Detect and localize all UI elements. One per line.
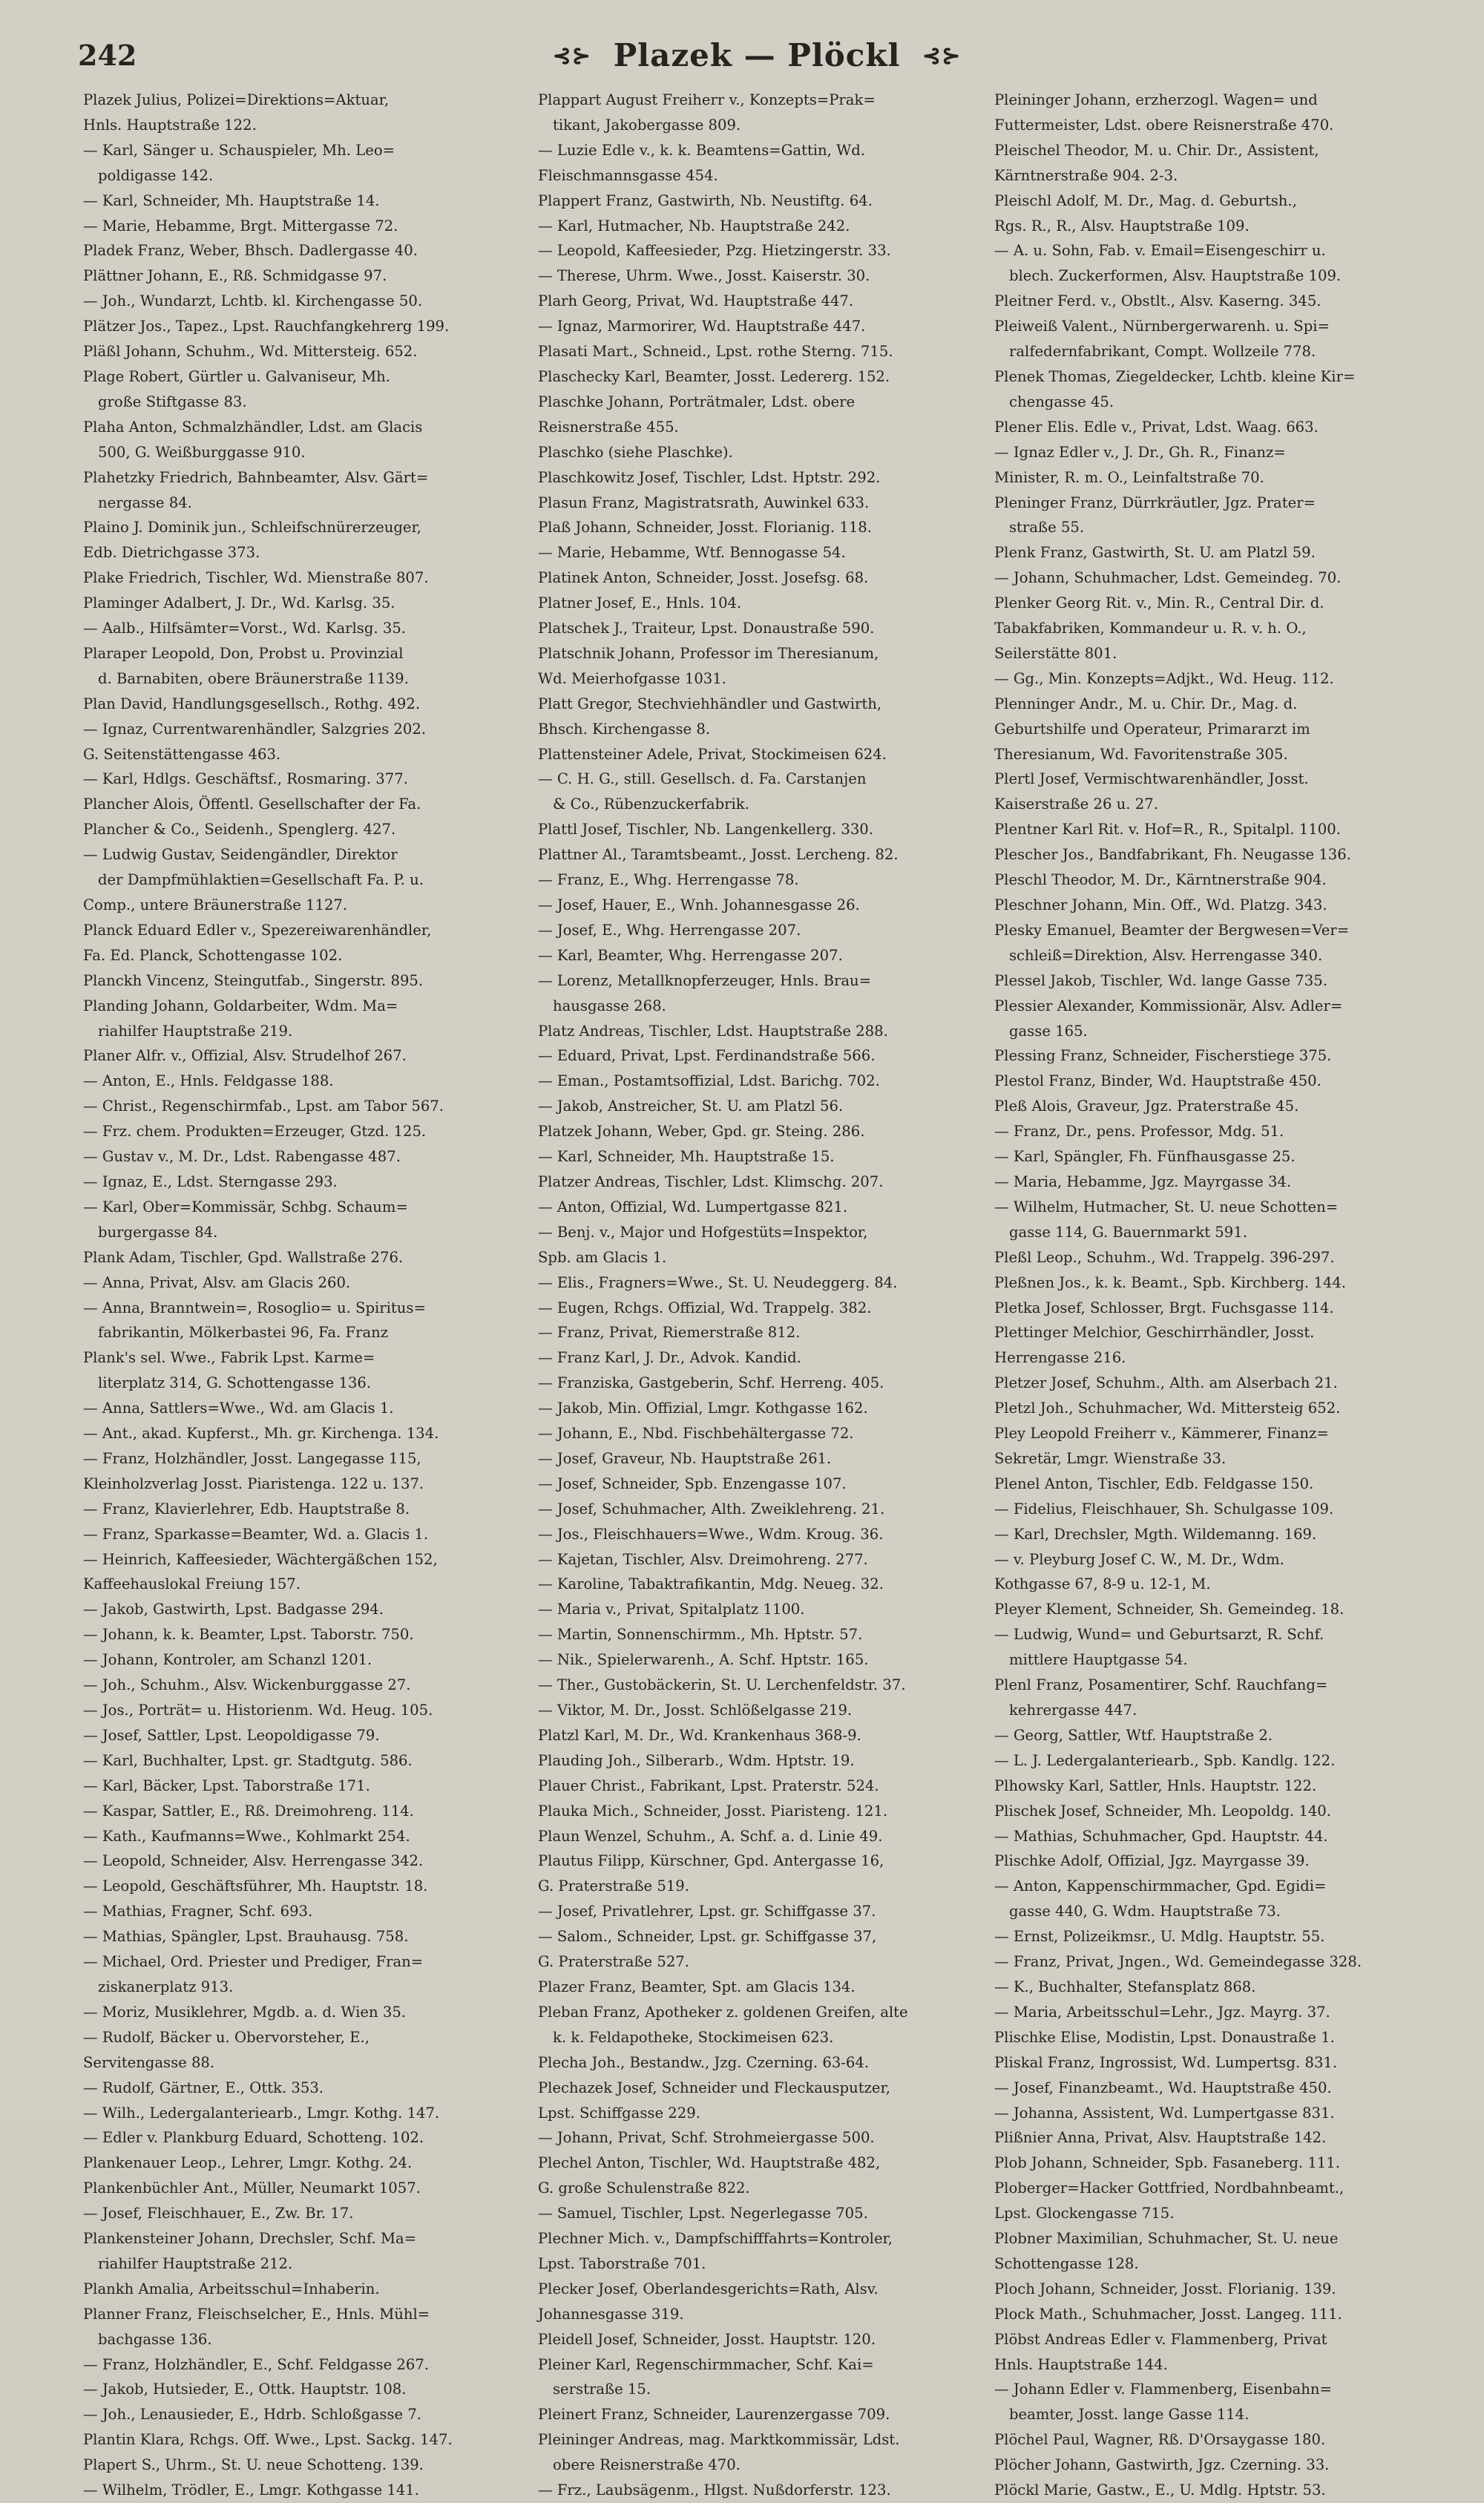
running-title — [78, 37, 1436, 73]
entry-line: — Wilhelm, Trödler, E., Lmgr. Kothgasse 141. — [83, 2481, 419, 2499]
entry-line: — Ignaz Edler v., J. Dr., Gh. R., Finanz= — [994, 443, 1286, 461]
entry-line: — Josef, Finanzbeamt., Wd. Hauptstraße 450. — [994, 2079, 1332, 2096]
entry-line: Platzer Andreas, Tischler, Ldst. Klimschg. 207. — [538, 1172, 884, 1190]
entry-line: Plankenauer Leop., Lehrer, Lmgr. Kothg. 24. — [83, 2154, 413, 2172]
entry-line: riahilfer Hauptstraße 212. — [98, 2254, 293, 2272]
entry-line: Reisnerstraße 455. — [538, 418, 679, 436]
entry-line: Pleiner Karl, Regenschirmmacher, Schf. Kai= — [538, 2355, 874, 2373]
entry-line: Plecha Joh., Bestandw., Jzg. Czerning. 63-64. — [538, 2053, 870, 2071]
entry-line: — Elis., Fragners=Wwe., St. U. Neudeggerg. 84. — [538, 1273, 898, 1291]
entry-line: Plan David, Handlungsgesellsch., Rothg. 492. — [83, 695, 421, 712]
entry-line: — Maria, Arbeitsschul=Lehr., Jgz. Mayrg. 37. — [994, 2003, 1330, 2021]
entry-line: — Ignaz, E., Ldst. Sterngasse 293. — [83, 1172, 338, 1190]
running-title-text: Plazek — Plöckl — [613, 37, 901, 73]
entry-line: — Rudolf, Bäcker u. Obervorsteher, E., — [83, 2028, 370, 2046]
entry-line: Plischek Josef, Schneider, Mh. Leopoldg. 140. — [994, 1802, 1331, 1820]
entry-line: Plapert S., Uhrm., St. U. neue Schotteng. 139. — [83, 2456, 424, 2474]
entry-line: Plauer Christ., Fabrikant, Lpst. Praterstr. 524. — [538, 1777, 879, 1794]
ornament-left-icon: ⊰⊱ — [552, 43, 591, 69]
entry-line: — Karl, Schneider, Mh. Hauptstraße 14. — [83, 191, 380, 209]
entry-line: bachgasse 136. — [98, 2330, 212, 2348]
entry-line: fabrikantin, Mölkerbastei 96, Fa. Franz — [98, 1324, 389, 1342]
entry-line: k. k. Feldapotheke, Stockimeisen 623. — [553, 2028, 834, 2046]
entry-line: Pleyer Klement, Schneider, Sh. Gemeindeg. 18. — [994, 1601, 1345, 1618]
entry-line: literplatz 314, G. Schottengasse 136. — [98, 1374, 372, 1392]
entry-line: — Jakob, Anstreicher, St. U. am Platzl 56. — [538, 1098, 844, 1115]
entry-line: Planner Franz, Fleischselcher, E., Hnls. Mühl= — [83, 2305, 430, 2323]
entry-line: Plaminger Adalbert, J. Dr., Wd. Karlsg. 35. — [83, 594, 395, 612]
entry-line: Platt Gregor, Stechviehhändler und Gastwirth, — [538, 695, 882, 712]
entry-line: — Frz., Laubsägenm., Hlgst. Nußdorferstr. 123. — [538, 2481, 891, 2499]
entry-line: — Ernst, Polizeikmsr., U. Mdlg. Hauptstr. 55. — [994, 1928, 1325, 1946]
entry-line: Plage Robert, Gürtler u. Galvaniseur, Mh. — [83, 367, 391, 385]
entry-line: G. Praterstraße 527. — [538, 1953, 689, 1971]
entry-line: Plock Math., Schuhmacher, Josst. Langeg. 111. — [994, 2305, 1342, 2323]
entry-line: Pletzl Joh., Schuhmacher, Wd. Mittersteig 652. — [994, 1400, 1341, 1417]
entry-line: Plenk Franz, Gastwirth, St. U. am Platzl 59. — [994, 544, 1316, 562]
column-3 — [994, 88, 1414, 2499]
entry-line: — Heinrich, Kaffeesieder, Wächtergäßchen 152, — [83, 1550, 438, 1568]
entry-line: Pletka Josef, Schlosser, Brgt. Fuchsgasse 114. — [994, 1299, 1334, 1316]
entry-line: Plappert Franz, Gastwirth, Nb. Neustiftg. 64. — [538, 191, 873, 209]
entry-line: Pleidell Josef, Schneider, Josst. Hauptstr. 120. — [538, 2330, 876, 2348]
entry-line: — Samuel, Tischler, Lpst. Negerlegasse 705. — [538, 2205, 868, 2222]
entry-line: — Moriz, Musiklehrer, Mgdb. a. d. Wien 35. — [83, 2003, 407, 2021]
entry-line: große Stiftgasse 83. — [98, 393, 247, 410]
entry-line: Pleßnen Jos., k. k. Beamt., Spb. Kirchberg. 144. — [994, 1273, 1347, 1291]
entry-line: Plaschke Johann, Porträtmaler, Ldst. obere — [538, 393, 856, 410]
entry-line: Plenker Georg Rit. v., Min. R., Central Dir. d. — [994, 594, 1324, 612]
entry-line: Kleinholzverlag Josst. Piaristenga. 122 u. 137. — [83, 1474, 424, 1492]
entry-line: Plener Elis. Edle v., Privat, Ldst. Waag. 663. — [994, 418, 1319, 436]
entry-line: 500, G. Weißburggasse 910. — [98, 443, 306, 461]
entry-line: Plattensteiner Adele, Privat, Stockimeisen 624. — [538, 745, 887, 763]
entry-line: — Kaspar, Sattler, E., Rß. Dreimohreng. 114. — [83, 1802, 414, 1820]
entry-line: Pleschl Theodor, M. Dr., Kärntnerstraße 904. — [994, 871, 1327, 889]
entry-line: — L. J. Ledergalanteriearb., Spb. Kandlg. 122. — [994, 1751, 1336, 1769]
entry-line: nergasse 84. — [98, 493, 192, 511]
entry-line: — Anna, Sattlers=Wwe., Wd. am Glacis 1. — [83, 1400, 394, 1417]
entry-line: Pley Leopold Freiherr v., Kämmerer, Finanz= — [994, 1425, 1329, 1443]
entry-line: — Johann Edler v. Flammenberg, Eisenbahn= — [994, 2381, 1332, 2398]
entry-line: Plahetzky Friedrich, Bahnbeamter, Alsv. Gärt= — [83, 468, 429, 486]
entry-line: — Luzie Edle v., k. k. Beamtens=Gattin, Wd. — [538, 141, 866, 159]
entry-line: — Lorenz, Metallknopferzeuger, Hnls. Brau= — [538, 971, 872, 989]
entry-line: Plätzer Jos., Tapez., Lpst. Rauchfangkehrerg 199. — [83, 318, 450, 335]
page-header — [78, 31, 1436, 83]
entry-line: Plöchel Paul, Wagner, Rß. D'Orsaygasse 180. — [994, 2431, 1326, 2449]
entry-line: Planer Alfr. v., Offizial, Alsv. Strudelhof 267. — [83, 1047, 407, 1065]
entry-line: — Joh., Schuhm., Alsv. Wickenburggasse 27. — [83, 1676, 411, 1694]
entry-line: Pleischl Adolf, M. Dr., Mag. d. Geburtsh., — [994, 191, 1297, 209]
entry-line: Kaiserstraße 26 u. 27. — [994, 795, 1158, 813]
entry-line: — K., Buchhalter, Stefansplatz 868. — [994, 1978, 1256, 1995]
entry-line: — Franz, Sparkasse=Beamter, Wd. a. Glacis 1. — [83, 1525, 429, 1543]
entry-line: kehrergasse 447. — [1009, 1702, 1137, 1719]
entry-line: — Edler v. Plankburg Eduard, Schotteng. 102. — [83, 2129, 424, 2147]
entry-line: Plescher Jos., Bandfabrikant, Fh. Neugasse 136. — [994, 846, 1351, 864]
entry-line: Pleninger Franz, Dürrkräutler, Jgz. Prater= — [994, 493, 1316, 511]
entry-line: — Leopold, Schneider, Alsv. Herrengasse 342. — [83, 1852, 424, 1870]
entry-line: — Karl, Hutmacher, Nb. Hauptstraße 242. — [538, 217, 850, 234]
entry-line: — Joh., Wundarzt, Lchtb. kl. Kirchengasse 50. — [83, 292, 423, 310]
entry-line: Pleban Franz, Apotheker z. goldenen Greifen, alte — [538, 2003, 908, 2021]
entry-line: — Karl, Ober=Kommissär, Schbg. Schaum= — [83, 1198, 408, 1216]
entry-line: — Franz, Klavierlehrer, Edb. Hauptstraße 8. — [83, 1500, 410, 1518]
entry-line: Servitengasse 88. — [83, 2053, 215, 2071]
entry-line: — Martin, Sonnenschirmm., Mh. Hptstr. 57. — [538, 1626, 863, 1644]
entry-line: Plechazek Josef, Schneider und Fleckausputzer, — [538, 2079, 890, 2096]
entry-line: Plattner Al., Taramtsbeamt., Josst. Lercheng. 82. — [538, 846, 899, 864]
entry-line: Plazer Franz, Beamter, Spt. am Glacis 134. — [538, 1978, 856, 1995]
entry-line: Plenek Thomas, Ziegeldecker, Lchtb. kleine Kir= — [994, 367, 1356, 385]
entry-line: Plauding Joh., Silberarb., Wdm. Hptstr. 19. — [538, 1751, 855, 1769]
entry-line: — Mathias, Fragner, Schf. 693. — [83, 1903, 313, 1920]
entry-line: Plaun Wenzel, Schuhm., A. Schf. a. d. Linie 49. — [538, 1827, 883, 1845]
entry-line: Pletzer Josef, Schuhm., Alth. am Alserbach 21. — [994, 1374, 1338, 1392]
entry-line: Plertl Josef, Vermischtwarenhändler, Josst. — [994, 770, 1309, 788]
entry-line: Ploberger=Hacker Gottfried, Nordbahnbeamt., — [994, 2179, 1345, 2197]
entry-line: Plaschecky Karl, Beamter, Josst. Ledererg. 152. — [538, 367, 890, 385]
entry-line: blech. Zuckerformen, Alsv. Hauptstraße 109. — [1009, 267, 1342, 285]
entry-line: — Eman., Postamtsoffizial, Ldst. Barichg. 702. — [538, 1072, 880, 1090]
entry-line: — A. u. Sohn, Fab. v. Email=Eisengeschirr u. — [994, 242, 1326, 260]
entry-line: Plattl Josef, Tischler, Nb. Langenkellerg. 330. — [538, 821, 874, 839]
entry-line: Platz Andreas, Tischler, Ldst. Hauptstraße 288. — [538, 1022, 888, 1040]
entry-line: — Josef, Schneider, Spb. Enzengasse 107. — [538, 1474, 847, 1492]
entry-line: chengasse 45. — [1009, 393, 1114, 410]
entry-line: — Wilhelm, Hutmacher, St. U. neue Schotten= — [994, 1198, 1339, 1216]
entry-line: — Marie, Hebamme, Brgt. Mittergasse 72. — [83, 217, 398, 234]
entry-line: — Karl, Beamter, Whg. Herrengasse 207. — [538, 946, 843, 964]
entry-line: Plischke Adolf, Offizial, Jgz. Mayrgasse 39. — [994, 1852, 1310, 1870]
entry-line: Bhsch. Kirchengasse 8. — [538, 720, 711, 738]
entry-line: Planckh Vincenz, Steingutfab., Singerstr. 895. — [83, 971, 424, 989]
entry-line: d. Barnabiten, obere Bräunerstraße 1139. — [98, 669, 409, 687]
entry-line: Plancher Alois, Öffentl. Gesellschafter der Fa. — [83, 795, 421, 813]
entry-line: Plöbst Andreas Edler v. Flammenberg, Privat — [994, 2330, 1327, 2348]
entry-line: — Ignaz, Marmorirer, Wd. Hauptstraße 447. — [538, 318, 866, 335]
entry-line: Fa. Ed. Planck, Schottengasse 102. — [83, 946, 343, 964]
entry-line: — Josef, Sattler, Lpst. Leopoldigasse 79. — [83, 1726, 380, 1744]
entry-line: — Kath., Kaufmanns=Wwe., Kohlmarkt 254. — [83, 1827, 410, 1845]
entry-line: Plenl Franz, Posamentirer, Schf. Rauchfang= — [994, 1676, 1328, 1694]
entry-line: gasse 165. — [1009, 1022, 1088, 1040]
entry-line: Kärntnerstraße 904. 2-3. — [994, 166, 1178, 184]
entry-line: — Marie, Hebamme, Wtf. Bennogasse 54. — [538, 544, 846, 562]
entry-line: G. Seitenstättengasse 463. — [83, 745, 281, 763]
entry-line: — Nik., Spielerwarenh., A. Schf. Hptstr. 165. — [538, 1651, 869, 1669]
entry-line: Plautus Filipp, Kürschner, Gpd. Antergasse 16, — [538, 1852, 884, 1870]
entry-line: — Joh., Lenausieder, E., Hdrb. Schloßgasse 7. — [83, 2406, 422, 2424]
entry-line: Sekretär, Lmgr. Wienstraße 33. — [994, 1449, 1227, 1467]
entry-line: — Mathias, Schuhmacher, Gpd. Hauptstr. 44. — [994, 1827, 1328, 1845]
entry-line: Plankenbüchler Ant., Müller, Neumarkt 1057. — [83, 2179, 421, 2197]
entry-line: Plentner Karl Rit. v. Hof=R., R., Spitalpl. 1100. — [994, 821, 1341, 839]
entry-line: Minister, R. m. O., Leinfaltstraße 70. — [994, 468, 1264, 486]
entry-line: Pliskal Franz, Ingrossist, Wd. Lumpertsg. 831. — [994, 2053, 1338, 2071]
entry-line: — Franz, Privat, Riemerstraße 812. — [538, 1324, 801, 1342]
entry-line: Plettinger Melchior, Geschirrhändler, Josst. — [994, 1324, 1315, 1342]
entry-line: — Anna, Privat, Alsv. am Glacis 260. — [83, 1273, 351, 1291]
entry-line: — Eduard, Privat, Lpst. Ferdinandstraße 566. — [538, 1047, 876, 1065]
entry-line: poldigasse 142. — [98, 166, 214, 184]
entry-line: Pleß Alois, Graveur, Jgz. Praterstraße 45. — [994, 1098, 1299, 1115]
entry-line: Plessing Franz, Schneider, Fischerstiege 375. — [994, 1047, 1332, 1065]
entry-line: — Josef, E., Whg. Herrengasse 207. — [538, 921, 801, 939]
entry-line: Plechel Anton, Tischler, Wd. Hauptstraße 482, — [538, 2154, 881, 2172]
entry-line: — Gg., Min. Konzepts=Adjkt., Wd. Heug. 112. — [994, 669, 1334, 687]
entry-line: ziskanerplatz 913. — [98, 1978, 234, 1995]
entry-line: straße 55. — [1009, 519, 1085, 537]
entry-line: — Therese, Uhrm. Wwe., Josst. Kaiserstr. 30. — [538, 267, 870, 285]
entry-line: — Jakob, Min. Offizial, Lmgr. Kothgasse 162. — [538, 1400, 868, 1417]
entry-line: tikant, Jakobergasse 809. — [553, 116, 741, 134]
entry-line: Plischke Elise, Modistin, Lpst. Donaustraße 1. — [994, 2028, 1335, 2046]
entry-line: schleiß=Direktion, Alsv. Herrengasse 340. — [1009, 946, 1323, 964]
entry-line: — Ant., akad. Kupferst., Mh. gr. Kirchenga. 134. — [83, 1425, 439, 1443]
entry-line: — Anton, E., Hnls. Feldgasse 188. — [83, 1072, 334, 1090]
entry-line: Planck Eduard Edler v., Spezereiwarenhändler, — [83, 921, 432, 939]
entry-line: — Fidelius, Fleischhauer, Sh. Schulgasse 109. — [994, 1500, 1334, 1518]
entry-line: Plancher & Co., Seidenh., Spenglerg. 427. — [83, 821, 396, 839]
entry-line: — Josef, Privatlehrer, Lpst. gr. Schiffgasse 37. — [538, 1903, 876, 1920]
entry-line: Lpst. Schiffgasse 229. — [538, 2104, 700, 2122]
entry-line: Lpst. Taborstraße 701. — [538, 2254, 706, 2272]
entry-line: Plazek Julius, Polizei=Direktions=Aktuar, — [83, 91, 390, 108]
entry-line: Plesky Emanuel, Beamter der Bergwesen=Ver= — [994, 921, 1350, 939]
entry-line: Plankensteiner Johann, Drechsler, Schf. Ma= — [83, 2230, 417, 2248]
entry-line: — Franz, Holzhändler, E., Schf. Feldgasse 267. — [83, 2355, 430, 2373]
entry-line: Plappart August Freiherr v., Konzepts=Prak= — [538, 91, 876, 108]
entry-line: Plöckl Marie, Gastw., E., U. Mdlg. Hptstr. 53. — [994, 2481, 1326, 2499]
entry-line: — Jakob, Hutsieder, E., Ottk. Hauptstr. 108. — [83, 2381, 407, 2398]
entry-line: Spb. am Glacis 1. — [538, 1248, 667, 1266]
entry-line: — Kajetan, Tischler, Alsv. Dreimohreng. 277. — [538, 1550, 868, 1568]
entry-line: — Viktor, M. Dr., Josst. Schlößelgasse 219. — [538, 1702, 853, 1719]
entry-line: Platschnik Johann, Professor im Theresianum, — [538, 644, 879, 662]
entry-line: & Co., Rübenzuckerfabrik. — [553, 795, 749, 813]
entry-line: Plantin Klara, Rchgs. Off. Wwe., Lpst. Sackg. 147. — [83, 2431, 453, 2449]
page-number: 242 — [78, 39, 137, 72]
entry-line: — Leopold, Geschäftsführer, Mh. Hauptstr. 18. — [83, 1877, 428, 1895]
entry-line: — Jos., Fleischhauers=Wwe., Wdm. Kroug. 36. — [538, 1525, 884, 1543]
entry-line: Plaraper Leopold, Don, Probst u. Provinzial — [83, 644, 404, 662]
entry-line: Seilerstätte 801. — [994, 644, 1117, 662]
entry-line: — Benj. v., Major und Hofgestüts=Inspektor, — [538, 1223, 868, 1241]
entry-line: Schottengasse 128. — [994, 2254, 1139, 2272]
entry-line: — Maria v., Privat, Spitalplatz 1100. — [538, 1601, 805, 1618]
entry-line: Planding Johann, Goldarbeiter, Wdm. Ma= — [83, 997, 398, 1014]
entry-line: Plake Friedrich, Tischler, Wd. Mienstraße 807. — [83, 569, 429, 587]
entry-line: Plobner Maximilian, Schuhmacher, St. U. neue — [994, 2230, 1339, 2248]
entry-line: hausgasse 268. — [553, 997, 666, 1014]
entry-line: — Gustav v., M. Dr., Ldst. Rabengasse 487. — [83, 1148, 401, 1166]
entry-line: Hnls. Hauptstraße 122. — [83, 116, 257, 134]
entry-line: — Jakob, Gastwirth, Lpst. Badgasse 294. — [83, 1601, 384, 1618]
entry-line: serstraße 15. — [553, 2381, 651, 2398]
entry-line: Hnls. Hauptstraße 144. — [994, 2355, 1168, 2373]
entry-line: Plecker Josef, Oberlandesgerichts=Rath, Alsv. — [538, 2280, 879, 2297]
entry-line: Plarh Georg, Privat, Wd. Hauptstraße 447. — [538, 292, 854, 310]
entry-line: Plhowsky Karl, Sattler, Hnls. Hauptstr. 122. — [994, 1777, 1317, 1794]
entry-line: Plank's sel. Wwe., Fabrik Lpst. Karme= — [83, 1349, 375, 1367]
entry-line: — Karl, Drechsler, Mgth. Wildemanng. 169. — [994, 1525, 1317, 1543]
entry-line: — Jos., Porträt= u. Historienm. Wd. Heug. 105. — [83, 1702, 433, 1719]
entry-line: Kothgasse 67, 8-9 u. 12-1, M. — [994, 1575, 1211, 1593]
column-2 — [538, 88, 958, 2499]
entry-line: Pleinert Franz, Schneider, Laurenzergasse 709. — [538, 2406, 890, 2424]
entry-line: — Johann, Kontroler, am Schanzl 1201. — [83, 1651, 372, 1669]
entry-line: — Franziska, Gastgeberin, Schf. Herreng. 405. — [538, 1374, 884, 1392]
entry-line: Plaino J. Dominik jun., Schleifschnürerzeuger, — [83, 519, 421, 537]
entry-line: Plättner Johann, E., Rß. Schmidgasse 97. — [83, 267, 387, 285]
entry-line: Edb. Dietrichgasse 373. — [83, 544, 260, 562]
entry-line: Pladek Franz, Weber, Bhsch. Dadlergasse 40. — [83, 242, 418, 260]
entry-line: Plaschko (siehe Plaschke). — [538, 443, 733, 461]
entry-line: — Karl, Spängler, Fh. Fünfhausgasse 25. — [994, 1148, 1296, 1166]
entry-line: Pläßl Johann, Schuhm., Wd. Mittersteig. 652. — [83, 343, 418, 361]
entry-line: Plechner Mich. v., Dampfschifffahrts=Kontroler, — [538, 2230, 893, 2248]
entry-line: — Karl, Hdlgs. Geschäftsf., Rosmaring. 377. — [83, 770, 408, 788]
entry-line: ralfedernfabrikant, Compt. Wollzeile 778. — [1009, 343, 1316, 361]
entry-line: — Franz, Privat, Jngen., Wd. Gemeindegasse 328. — [994, 1953, 1362, 1971]
entry-line: Futtermeister, Ldst. obere Reisnerstraße 470. — [994, 116, 1334, 134]
entry-line: — Ludwig, Wund= und Geburtsarzt, R. Schf. — [994, 1626, 1324, 1644]
entry-line: Platzl Karl, M. Dr., Wd. Krankenhaus 368-9. — [538, 1726, 861, 1744]
entry-line: beamter, Josst. lange Gasse 114. — [1009, 2406, 1250, 2424]
entry-line: — Georg, Sattler, Wtf. Hauptstraße 2. — [994, 1726, 1273, 1744]
entry-line: — Franz, Dr., pens. Professor, Mdg. 51. — [994, 1123, 1284, 1141]
entry-line: — Karl, Buchhalter, Lpst. gr. Stadtgutg. 586. — [83, 1751, 413, 1769]
entry-line: Plank Adam, Tischler, Gpd. Wallstraße 276. — [83, 1248, 404, 1266]
entry-line: — Johann, Schuhmacher, Ldst. Gemeindeg. 70. — [994, 569, 1342, 587]
entry-line: G. Praterstraße 519. — [538, 1877, 689, 1895]
entry-line: Plenel Anton, Tischler, Edb. Feldgasse 150. — [994, 1474, 1314, 1492]
entry-line: Pleitner Ferd. v., Obstlt., Alsv. Kaserng. 345. — [994, 292, 1322, 310]
entry-line: Plaha Anton, Schmalzhändler, Ldst. am Glacis — [83, 418, 423, 436]
entry-line: obere Reisnerstraße 470. — [553, 2456, 741, 2474]
entry-line: Johannesgasse 319. — [538, 2305, 684, 2323]
entry-line: — Johanna, Assistent, Wd. Lumpertgasse 831. — [994, 2104, 1335, 2122]
entry-line: — v. Pleyburg Josef C. W., M. Dr., Wdm. — [994, 1550, 1284, 1568]
entry-line: Platinek Anton, Schneider, Josst. Josefsg. 68. — [538, 569, 869, 587]
entry-line: G. große Schulenstraße 822. — [538, 2179, 750, 2197]
entry-line: — Karl, Bäcker, Lpst. Taborstraße 171. — [83, 1777, 370, 1794]
entry-line: — Anton, Offizial, Wd. Lumpertgasse 821. — [538, 1198, 848, 1216]
entry-line: Tabakfabriken, Kommandeur u. R. v. h. O., — [994, 620, 1307, 637]
column-1 — [83, 88, 503, 2499]
entry-line: Plasati Mart., Schneid., Lpst. rothe Sterng. 715. — [538, 343, 893, 361]
entry-line: Plauka Mich., Schneider, Josst. Piaristeng. 121. — [538, 1802, 888, 1820]
entry-line: Plaschkowitz Josef, Tischler, Ldst. Hptstr. 292. — [538, 468, 881, 486]
entry-line: — Christ., Regenschirmfab., Lpst. am Tabor 567. — [83, 1098, 444, 1115]
entry-line: Plasun Franz, Magistratsrath, Auwinkel 633. — [538, 493, 870, 511]
entry-line: Fleischmannsgasse 454. — [538, 166, 718, 184]
entry-line: riahilfer Hauptstraße 219. — [98, 1022, 293, 1040]
entry-line: mittlere Hauptgasse 54. — [1009, 1651, 1188, 1669]
entry-line: — Karl, Schneider, Mh. Hauptstraße 15. — [538, 1148, 835, 1166]
entry-line: — C. H. G., still. Gesellsch. d. Fa. Carstanjen — [538, 770, 867, 788]
entry-line: — Mathias, Spängler, Lpst. Brauhausg. 758. — [83, 1928, 409, 1946]
entry-line: gasse 114, G. Bauernmarkt 591. — [1009, 1223, 1247, 1241]
entry-line: Ploch Johann, Schneider, Josst. Florianig. 139. — [994, 2280, 1336, 2297]
entry-line: der Dampfmühlaktien=Gesellschaft Fa. P. u. — [98, 871, 424, 889]
entry-line: Kaffeehauslokal Freiung 157. — [83, 1575, 301, 1593]
entry-line: Herrengasse 216. — [994, 1349, 1126, 1367]
entry-line: — Johann, Privat, Schf. Strohmeiergasse 500. — [538, 2129, 875, 2147]
entry-line: Pleiweiß Valent., Nürnbergerwarenh. u. Spi= — [994, 318, 1330, 335]
entry-line: — Wilh., Ledergalanteriearb., Lmgr. Kothg. 147. — [83, 2104, 440, 2122]
entry-line: Platzek Johann, Weber, Gpd. gr. Steing. 286. — [538, 1123, 865, 1141]
entry-line: Pleininger Andreas, mag. Marktkommissär, Ldst. — [538, 2431, 900, 2449]
entry-line: — Aalb., Hilfsämter=Vorst., Wd. Karlsg. 35. — [83, 620, 407, 637]
entry-line: — Anton, Kappenschirmmacher, Gpd. Egidi= — [994, 1877, 1327, 1895]
entry-line: burgergasse 84. — [98, 1223, 218, 1241]
entry-line: Plaß Johann, Schneider, Josst. Florianig. 118. — [538, 519, 872, 537]
entry-line: Geburtshilfe und Operateur, Primararzt im — [994, 720, 1310, 738]
entry-line: — Maria, Hebamme, Jgz. Mayrgasse 34. — [994, 1172, 1292, 1190]
entry-line: — Johann, k. k. Beamter, Lpst. Taborstr. 750. — [83, 1626, 414, 1644]
entry-line: Platner Josef, E., Hnls. 104. — [538, 594, 742, 612]
entry-line: Platschek J., Traiteur, Lpst. Donaustraße 590. — [538, 620, 875, 637]
entry-line: — Leopold, Kaffeesieder, Pzg. Hietzingerstr. 33. — [538, 242, 891, 260]
entry-line: Pleschner Johann, Min. Off., Wd. Platzg. 343. — [994, 896, 1327, 913]
entry-line: — Josef, Fleischhauer, E., Zw. Br. 17. — [83, 2205, 354, 2222]
entry-line: — Eugen, Rchgs. Offizial, Wd. Trappelg. 382. — [538, 1299, 872, 1316]
entry-line: Pleischel Theodor, M. u. Chir. Dr., Assistent, — [994, 141, 1319, 159]
entry-line: Plob Johann, Schneider, Spb. Fasaneberg. 111. — [994, 2154, 1340, 2172]
ornament-right-icon: ⊰⊱ — [922, 43, 962, 69]
entry-line: Plessel Jakob, Tischler, Wd. lange Gasse 735. — [994, 971, 1327, 989]
entry-line: — Ludwig Gustav, Seidengändler, Direktor — [83, 846, 398, 864]
entry-line: Plenninger Andr., M. u. Chir. Dr., Mag. d. — [994, 695, 1298, 712]
entry-line: — Karl, Sänger u. Schauspieler, Mh. Leo= — [83, 141, 395, 159]
entry-line: Rgs. R., R., Alsv. Hauptstraße 109. — [994, 217, 1250, 234]
entry-line: Plankh Amalia, Arbeitsschul=Inhaberin. — [83, 2280, 380, 2297]
entry-line: — Michael, Ord. Priester und Prediger, Fran= — [83, 1953, 424, 1971]
entry-line: Comp., untere Bräunerstraße 1127. — [83, 896, 348, 913]
entry-line: — Johann, E., Nbd. Fischbehältergasse 72. — [538, 1425, 854, 1443]
entry-line: — Josef, Schuhmacher, Alth. Zweiklehreng. 21. — [538, 1500, 885, 1518]
entry-line: Plestol Franz, Binder, Wd. Hauptstraße 450. — [994, 1072, 1322, 1090]
entry-line: — Franz Karl, J. Dr., Advok. Kandid. — [538, 1349, 801, 1367]
entry-line: gasse 440, G. Wdm. Hauptstraße 73. — [1009, 1903, 1281, 1920]
entry-line: — Karoline, Tabaktrafikantin, Mdg. Neueg. 32. — [538, 1575, 884, 1593]
entry-line: — Franz, Holzhändler, Josst. Langegasse 115, — [83, 1449, 421, 1467]
entry-line: — Josef, Graveur, Nb. Hauptstraße 261. — [538, 1449, 832, 1467]
entry-line: Plessier Alexander, Kommissionär, Alsv. Adler= — [994, 997, 1343, 1014]
entry-line: — Franz, E., Whg. Herrengasse 78. — [538, 871, 799, 889]
entry-line: — Josef, Hauer, E., Wnh. Johannesgasse 26. — [538, 896, 860, 913]
entry-line: — Anna, Branntwein=, Rosoglio= u. Spiritus= — [83, 1299, 426, 1316]
entry-line: — Ther., Gustobäckerin, St. U. Lerchenfeldstr. 37. — [538, 1676, 906, 1694]
entry-line: Theresianum, Wd. Favoritenstraße 305. — [994, 745, 1288, 763]
entry-line: Lpst. Glockengasse 715. — [994, 2205, 1175, 2222]
entry-line: Wd. Meierhofgasse 1031. — [538, 669, 726, 687]
entry-line: — Ignaz, Currentwarenhändler, Salzgries 202. — [83, 720, 427, 738]
entry-line: — Frz. chem. Produkten=Erzeuger, Gtzd. 125. — [83, 1123, 427, 1141]
entry-line: — Salom., Schneider, Lpst. gr. Schiffgasse 37, — [538, 1928, 877, 1946]
entry-line: Plöcher Johann, Gastwirth, Jgz. Czerning. 33. — [994, 2456, 1330, 2474]
entry-line: Pleßl Leop., Schuhm., Wd. Trappelg. 396-297. — [994, 1248, 1335, 1266]
entry-line: Plißnier Anna, Privat, Alsv. Hauptstraße 142. — [994, 2129, 1327, 2147]
entry-line: Pleininger Johann, erzherzogl. Wagen= und — [994, 91, 1318, 108]
entry-line: — Rudolf, Gärtner, E., Ottk. 353. — [83, 2079, 324, 2096]
